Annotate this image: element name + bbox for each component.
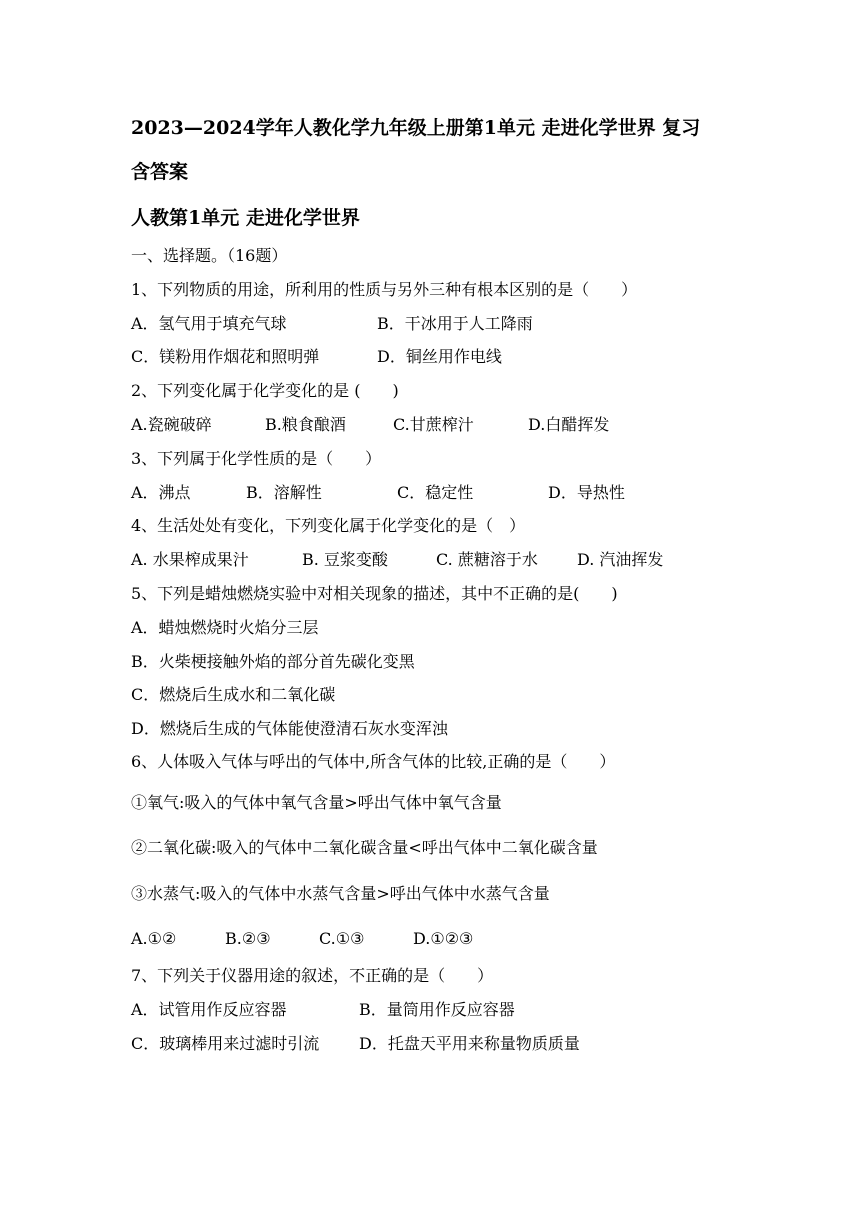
question-1-option-b: B．干冰用于人工降雨	[377, 314, 533, 333]
question-5-option-d: D．燃烧后生成的气体能使澄清石灰水变浑浊	[131, 719, 448, 738]
document-title-line-1: 2023—2024学年人教化学九年级上册第1单元 走进化学世界 复习	[131, 117, 701, 139]
question-1-stem: 1、下列物质的用途，所利用的性质与另外三种有根本区别的是（ ）	[131, 280, 638, 299]
document-subtitle: 人教第1单元 走进化学世界	[131, 207, 360, 229]
question-3-option-b: B．溶解性	[246, 483, 322, 502]
question-2-option-c: C.甘蔗榨汁	[393, 415, 474, 434]
question-4-option-c: C. 蔗糖溶于水	[436, 550, 538, 569]
question-7-option-c: C．玻璃棒用来过滤时引流	[131, 1034, 320, 1053]
question-7-stem: 7、下列关于仪器用途的叙述，不正确的是（ ）	[131, 966, 494, 985]
question-1-option-c: C．镁粉用作烟花和照明弹	[131, 347, 320, 366]
question-5-stem: 5、下列是蜡烛燃烧实验中对相关现象的描述，其中不正确的是( )	[131, 584, 618, 603]
question-5-option-b: B．火柴梗接触外焰的部分首先碳化变黑	[131, 652, 415, 671]
question-1-option-a: A．氢气用于填充气球	[131, 314, 287, 333]
question-4-option-b: B. 豆浆变酸	[302, 550, 388, 569]
question-2-option-a: A.瓷碗破碎	[131, 415, 212, 434]
question-7-option-b: B．量筒用作反应容器	[359, 1000, 515, 1019]
question-6-item-3: ③水蒸气:吸入的气体中水蒸气含量>呼出气体中水蒸气含量	[131, 884, 550, 903]
question-2-stem: 2、下列变化属于化学变化的是 ( )	[131, 381, 399, 400]
question-3-option-d: D．导热性	[548, 483, 625, 502]
question-6-stem: 6、人体吸入气体与呼出的气体中,所含气体的比较,正确的是（ ）	[131, 752, 616, 771]
question-1-option-d: D．铜丝用作电线	[377, 347, 502, 366]
question-7-option-a: A．试管用作反应容器	[131, 1000, 287, 1019]
question-6-option-b: B.②③	[225, 929, 271, 948]
question-6-option-a: A.①②	[131, 929, 177, 948]
question-7-option-d: D．托盘天平用来称量物质质量	[359, 1034, 580, 1053]
question-6-item-1: ①氧气:吸入的气体中氧气含量>呼出气体中氧气含量	[131, 793, 502, 812]
question-4-stem: 4、生活处处有变化，下列变化属于化学变化的是（ ）	[131, 516, 526, 535]
question-6-option-d: D.①②③	[413, 929, 474, 948]
question-4-option-d: D. 汽油挥发	[577, 550, 664, 569]
question-3-option-a: A．沸点	[131, 483, 191, 502]
question-2-option-d: D.白醋挥发	[528, 415, 610, 434]
question-5-option-a: A．蜡烛燃烧时火焰分三层	[131, 618, 319, 637]
question-5-option-c: C．燃烧后生成水和二氧化碳	[131, 685, 336, 704]
question-4-option-a: A. 水果榨成果汁	[131, 550, 249, 569]
question-3-option-c: C．稳定性	[397, 483, 474, 502]
question-3-stem: 3、下列属于化学性质的是（ ）	[131, 449, 382, 468]
document-title-line-2: 含答案	[131, 161, 189, 183]
section-heading: 一、选择题。（16题）	[131, 246, 288, 265]
question-6-item-2: ②二氧化碳:吸入的气体中二氧化碳含量<呼出气体中二氧化碳含量	[131, 838, 598, 857]
question-2-option-b: B.粮食酿酒	[265, 415, 346, 434]
question-6-option-c: C.①③	[319, 929, 365, 948]
